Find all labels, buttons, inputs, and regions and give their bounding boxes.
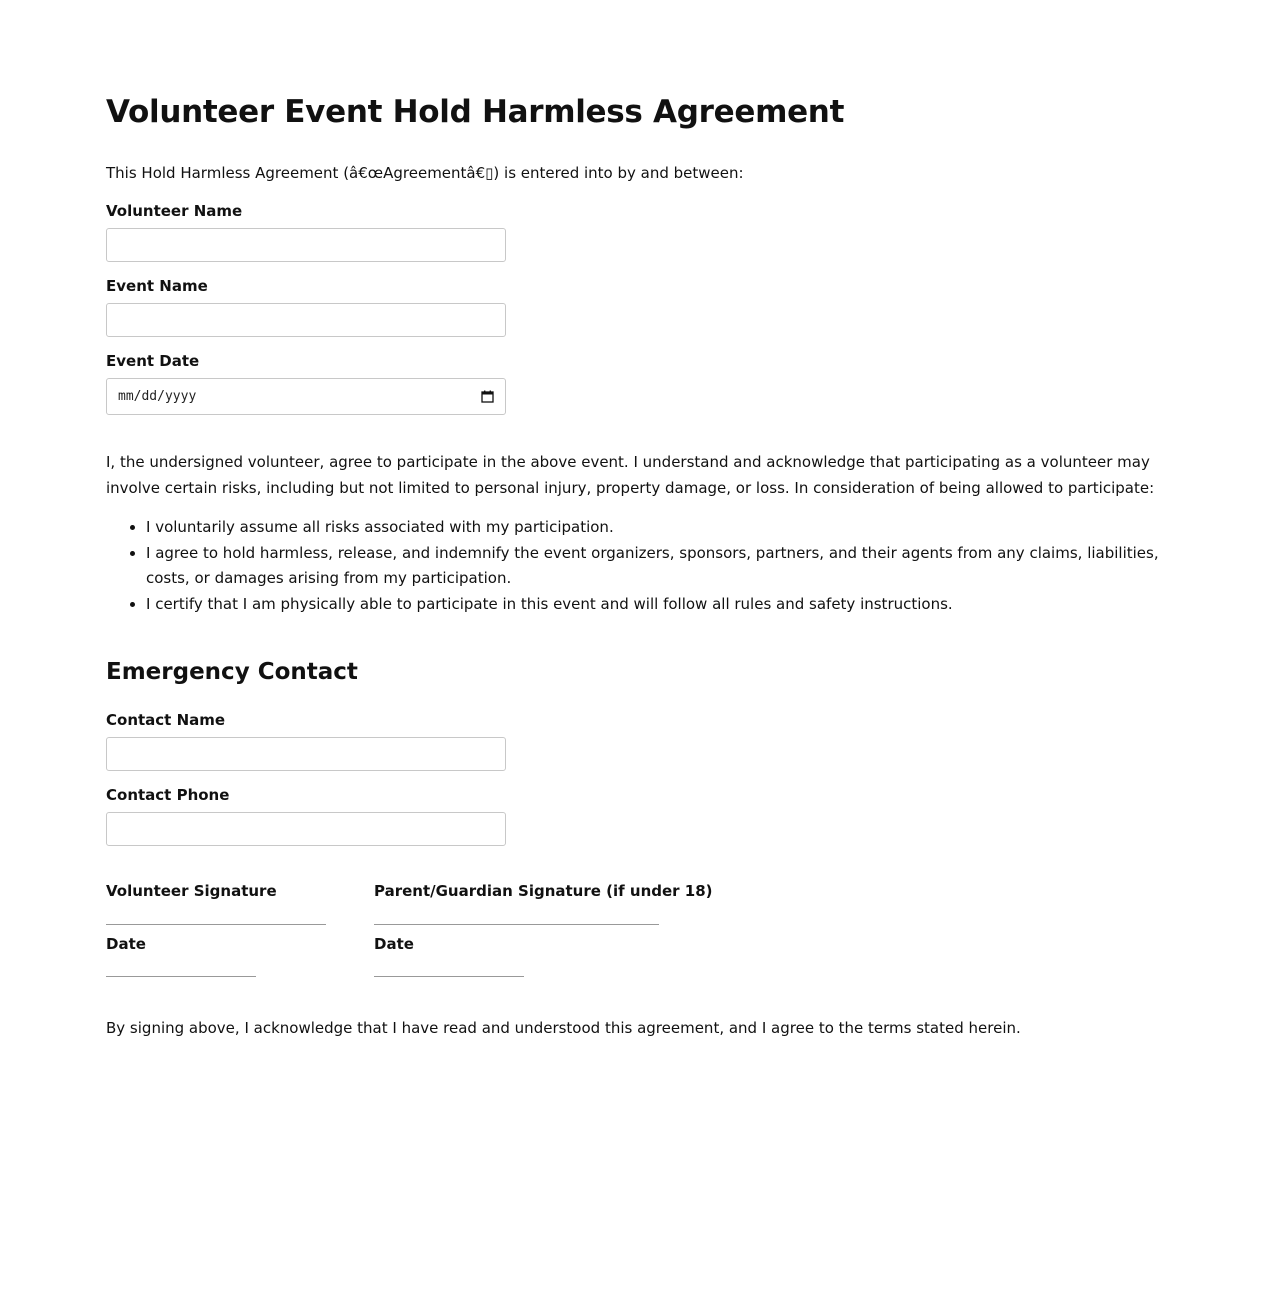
- guardian-date-label: Date: [374, 935, 414, 953]
- signature-section: [106, 880, 1172, 977]
- volunteer-name-input[interactable]: [106, 228, 506, 262]
- volunteer-signature-label: Volunteer Signature: [106, 882, 277, 900]
- term-item: • I voluntarily assume all risks associated with my participation.: [146, 515, 1172, 540]
- calendar-icon[interactable]: [481, 390, 494, 403]
- guardian-signature-block: [374, 880, 713, 977]
- page-title: Volunteer Event Hold Harmless Agreement: [106, 94, 845, 130]
- guardian-signature-label: Parent/Guardian Signature (if under 18): [374, 882, 713, 900]
- event-name-input[interactable]: [106, 303, 506, 337]
- term-item: • I certify that I am physically able to participate in this event and will follow all rules and safety instructions.: [146, 592, 1172, 617]
- volunteer-date-line[interactable]: [106, 976, 256, 977]
- event-date-label: Event Date: [106, 352, 200, 370]
- volunteer-name-field-group: [106, 200, 1172, 262]
- event-date-field-group: [106, 350, 1172, 415]
- event-date-input[interactable]: [106, 378, 506, 415]
- event-name-field-group: [106, 275, 1172, 337]
- contact-phone-label: Contact Phone: [106, 786, 230, 804]
- contact-phone-field-group: [106, 784, 1172, 846]
- contact-name-input[interactable]: [106, 737, 506, 771]
- event-name-label: Event Name: [106, 277, 208, 295]
- guardian-date-line[interactable]: [374, 976, 524, 977]
- event-date-placeholder: mm/dd/yyyy: [118, 389, 197, 404]
- contact-phone-input[interactable]: [106, 812, 506, 846]
- intro-text: This Hold Harmless Agreement (â€œAgreementâ€▯) is entered into by and between:: [106, 164, 744, 182]
- volunteer-signature-block: [106, 880, 326, 977]
- agreement-paragraph: I, the undersigned volunteer, agree to participate in the above event. I understand and acknowledge that participating as a volunteer may involve certain risks, including but not limited to personal injury, property damage, or loss. In consideration of being allowed to participate:: [106, 453, 1155, 497]
- guardian-signature-line[interactable]: [374, 924, 659, 925]
- volunteer-date-label: Date: [106, 935, 146, 953]
- terms-list: [106, 515, 1172, 617]
- contact-name-label: Contact Name: [106, 711, 226, 729]
- term-item: • I agree to hold harmless, release, and indemnify the event organizers, sponsors, partners, and their agents from any claims, liabilities, costs, or damages arising from my participation.: [146, 541, 1172, 591]
- emergency-contact-heading: Emergency Contact: [106, 659, 358, 685]
- closing-statement: By signing above, I acknowledge that I have read and understood this agreement, and I agree to the terms stated herein.: [106, 1019, 1021, 1037]
- volunteer-signature-line[interactable]: [106, 924, 326, 925]
- contact-name-field-group: [106, 709, 1172, 771]
- volunteer-name-label: Volunteer Name: [106, 202, 243, 220]
